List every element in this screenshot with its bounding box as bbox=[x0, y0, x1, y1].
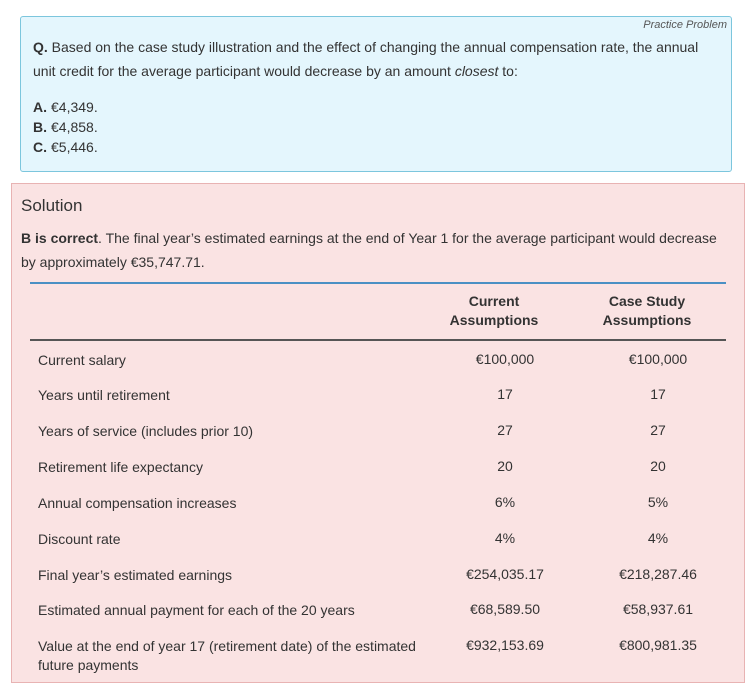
option-letter: B. bbox=[33, 119, 47, 135]
row-label: Value at the end of year 17 (retirement date) of the estimated future payments bbox=[38, 638, 416, 673]
row-current-value: 27 bbox=[497, 422, 513, 438]
option-letter: C. bbox=[33, 139, 47, 155]
row-current-value: 4% bbox=[494, 530, 516, 546]
question-emphasis: closest bbox=[454, 63, 499, 79]
row-label: Annual compensation increases bbox=[38, 495, 237, 511]
option-letter: A. bbox=[33, 99, 47, 115]
row-case-value: 20 bbox=[650, 458, 666, 474]
option-text: €4,858. bbox=[51, 119, 98, 135]
row-label: Final year’s estimated earnings bbox=[38, 567, 233, 583]
row-current-value: €254,035.17 bbox=[466, 566, 544, 582]
table-header-rule bbox=[30, 339, 726, 341]
row-label: Years of service (includes prior 10) bbox=[38, 423, 254, 439]
practice-problem-box bbox=[20, 16, 732, 172]
row-case-value: 4% bbox=[647, 530, 669, 546]
question-text bbox=[33, 35, 723, 83]
row-current-value: €100,000 bbox=[475, 351, 535, 367]
question-body-1: Based on the case study illustration and the effect of changing the annual compensation rate, the annual unit credit for the average participant would decrease by an amount bbox=[33, 39, 699, 79]
row-current-value: €68,589.50 bbox=[469, 601, 541, 617]
table-top-rule bbox=[30, 282, 726, 284]
option-a bbox=[33, 97, 98, 117]
row-case-value: €58,937.61 bbox=[622, 601, 694, 617]
answer-options bbox=[33, 97, 98, 157]
practice-problem-tag: Practice Problem bbox=[643, 19, 727, 31]
solution-text bbox=[21, 226, 731, 274]
question-body-2: to: bbox=[498, 63, 518, 79]
row-case-value: €800,981.35 bbox=[619, 637, 697, 653]
row-case-value: 27 bbox=[650, 422, 666, 438]
solution-box bbox=[11, 183, 745, 683]
col-header-case-study: Case Study Assumptions bbox=[602, 293, 692, 328]
solution-explanation: . The final year’s estimated earnings at the end of Year 1 for the average participant would decrease by approximately €35,747.71. bbox=[21, 230, 717, 270]
row-label: Retirement life expectancy bbox=[38, 459, 203, 475]
row-current-value: 17 bbox=[497, 386, 513, 402]
solution-answer: B is correct bbox=[21, 230, 99, 246]
row-current-value: 20 bbox=[497, 458, 513, 474]
option-b bbox=[33, 117, 98, 137]
row-label: Current salary bbox=[38, 352, 126, 368]
row-case-value: €218,287.46 bbox=[619, 566, 697, 582]
row-case-value: 5% bbox=[647, 494, 669, 510]
row-label: Years until retirement bbox=[38, 387, 170, 403]
option-c bbox=[33, 137, 98, 157]
row-case-value: €100,000 bbox=[628, 351, 688, 367]
row-case-value: 17 bbox=[650, 386, 666, 402]
row-current-value: 6% bbox=[494, 494, 516, 510]
solution-title: Solution bbox=[21, 196, 83, 215]
question-prefix: Q. bbox=[33, 39, 48, 55]
option-text: €4,349. bbox=[51, 99, 98, 115]
row-current-value: €932,153.69 bbox=[466, 637, 544, 653]
row-label: Discount rate bbox=[38, 531, 121, 547]
row-label: Estimated annual payment for each of the 20 years bbox=[38, 602, 355, 618]
option-text: €5,446. bbox=[51, 139, 98, 155]
col-header-current: Current Assumptions bbox=[449, 293, 539, 328]
